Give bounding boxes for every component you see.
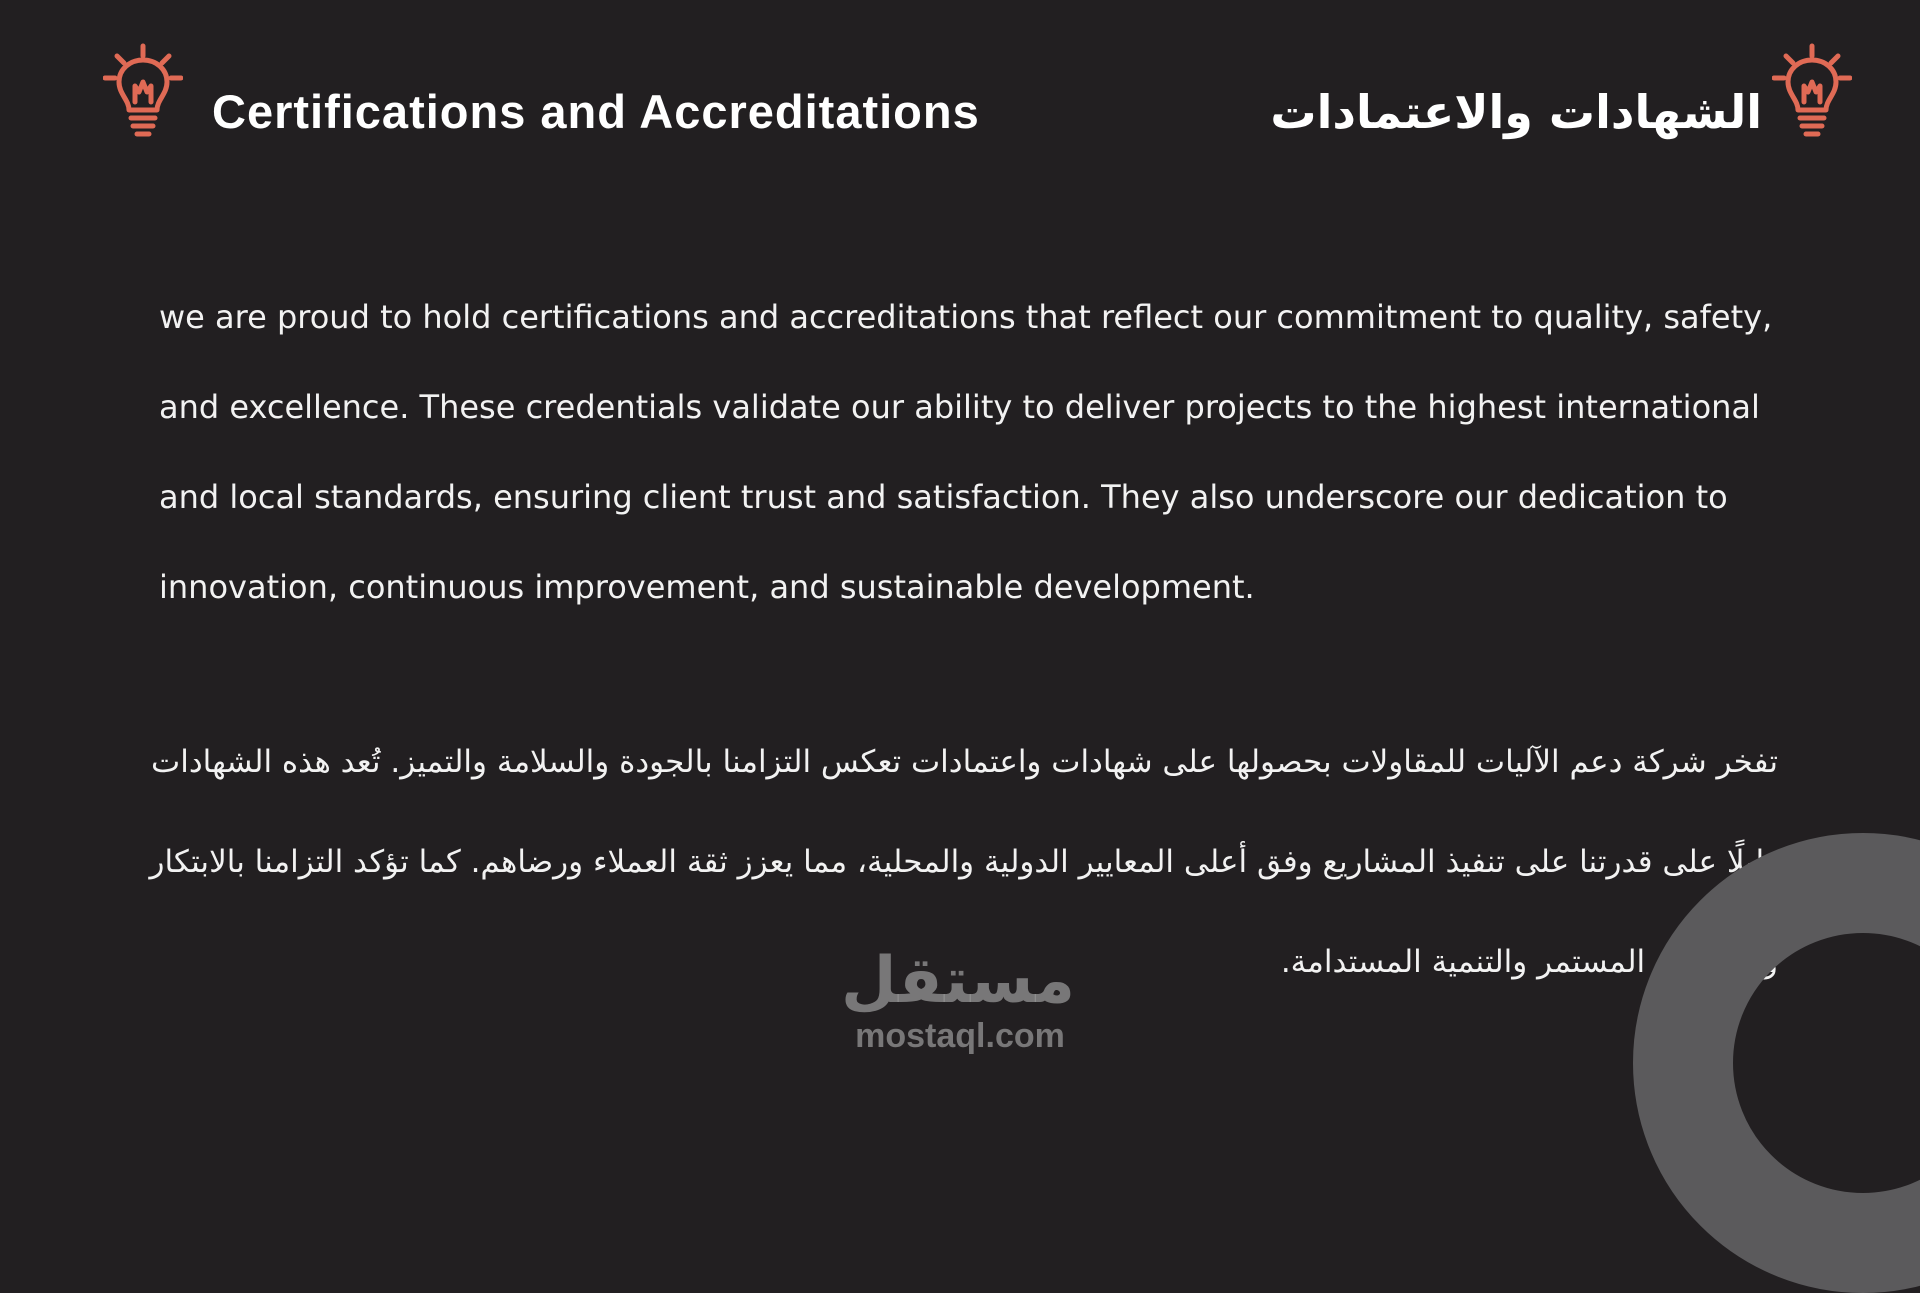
watermark-logo — [840, 944, 1075, 1056]
watermark-text-ar: مستقل — [840, 944, 1075, 1018]
paragraph-english: we are proud to hold certifications and accreditations that reflect our commitment to quality, safety, and excellence. These credentials validate our ability to deliver projects to the highest international and local standards, ensuring client trust and satisfaction. They also underscore our dedication to innovation, continuous improvement, and sustainable development. — [159, 298, 1773, 606]
paragraph-arabic: تفخر شركة دعم الآليات للمقاولات بحصولها على شهادات واعتمادات تعكس التزامنا بالجودة والسلامة والتميز. تُعد هذه الشهادات دليلًا على قدرتنا على تنفيذ المشاريع وفق أعلى المعايير الدولية والمحلية، مما يعزز ثقة العملاء ورضاهم. كما تؤكد التزامنا بالابتكار والتحسين المستمر والتنمية المستدامة. — [149, 744, 1778, 980]
watermark-text-en: mostaql.com — [855, 1017, 1065, 1055]
lightbulb-icon — [1772, 42, 1852, 142]
lightbulb-icon — [103, 42, 183, 142]
page-title-en: Certifications and Accreditations — [212, 85, 980, 138]
page-title-ar: الشهادات والاعتمادات — [1270, 85, 1762, 139]
